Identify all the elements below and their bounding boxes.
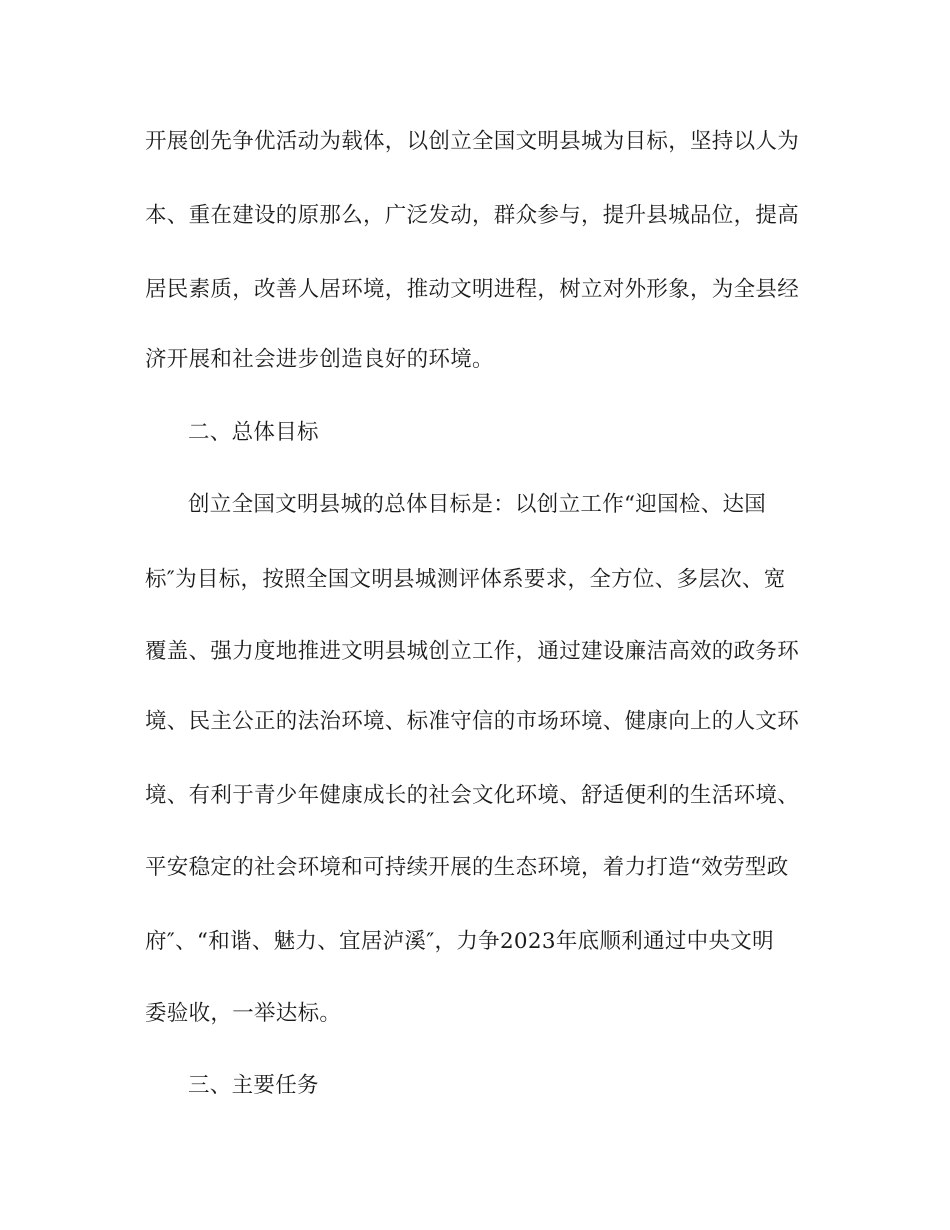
paragraph-1-line-4: 济开展和社会进步创造良好的环境。: [145, 347, 494, 372]
paragraph-2-line-4: 境、民主公正的法治环境、标准守信的市场环境、健康向上的人文环: [145, 709, 800, 734]
paragraph-2-line-3: 覆盖、强力度地推进文明县城创立工作，通过建设廉洁高效的政务环: [145, 639, 800, 664]
paragraph-2-line-1: 创立全国文明县城的总体目标是：以创立工作“迎国检、达国: [188, 492, 767, 517]
paragraph-2-line-6: 平安稳定的社会环境和可持续开展的生态环境，着力打造“效劳型政: [145, 855, 789, 880]
paragraph-1-line-1: 开展创先争优活动为载体，以创立全国文明县城为目标，坚持以人为: [145, 129, 800, 154]
section-heading-overall-goal: 二、总体目标: [188, 420, 319, 445]
paragraph-1-line-3: 居民素质，改善人居环境，推动文明进程，树立对外形象，为全县经: [145, 277, 800, 302]
paragraph-2-line-7: 府″、“和谐、魅力、宜居泸溪″，力争2023年底顺利通过中央文明: [145, 929, 774, 954]
paragraph-2-line-2: 标″为目标，按照全国文明县城测评体系要求，全方位、多层次、宽: [145, 567, 786, 592]
paragraph-2-line-5: 境、有利于青少年健康成长的社会文化环境、舒适便利的生活环境、: [145, 783, 800, 808]
section-heading-main-tasks: 三、主要任务: [188, 1073, 319, 1098]
paragraph-2-line-8: 委验收，一举达标。: [145, 1001, 342, 1026]
paragraph-1-line-2: 本、重在建设的原那么，广泛发动，群众参与，提升县城品位，提高: [145, 203, 800, 228]
